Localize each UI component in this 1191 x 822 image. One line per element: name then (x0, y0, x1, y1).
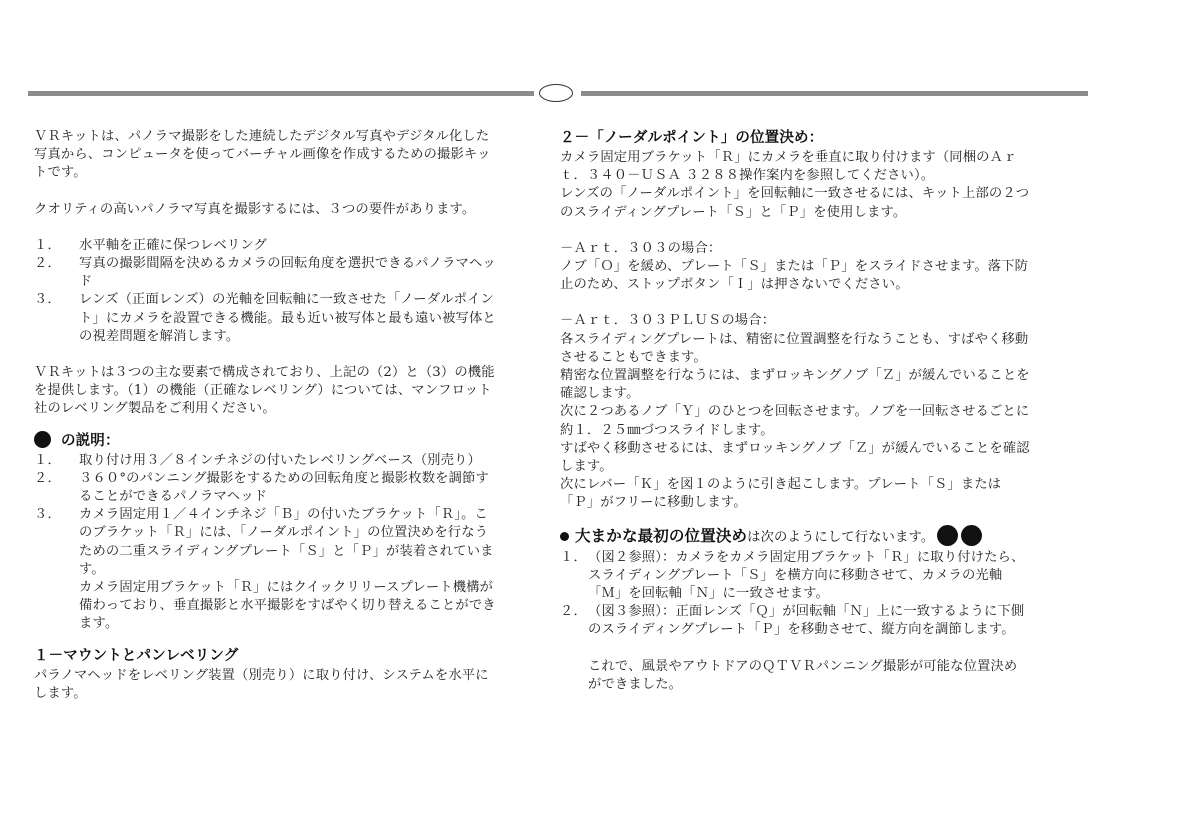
header-rule-right (581, 91, 1088, 96)
rough-positioning-heading: 大まかな最初の位置決めは次のようにして行ないます。 (560, 525, 1030, 548)
art303plus-paragraph-3: 次に２つあるノブ「Ｙ」のひとつを回転させます。ノブを一回転させるごとに約１．２５㎜づつスライドします。 (560, 404, 1030, 438)
art303plus-heading: －Ａｒｔ．３０３ＰＬＵＳの場合： (560, 313, 776, 329)
list-item: ２． ３６０°のパンニング撮影をするための回転角度と撮影枚数を調節することができるパノラマヘッド (34, 470, 489, 505)
list-item: １． 取り付け用３／８インチネジの付いたレベリングベース（別売り） (34, 452, 481, 468)
list-item: ３． レンズ（正面レンズ）の光軸を回転軸に一致させた「ノーダルポイント」にカメラを設置できる機能。最も近い被写体と最も遠い被写体との視差問題を解消します。 (34, 292, 496, 344)
list-item: ３． カメラ固定用１／４インチネジ「Ｂ」の付いたブラケット「Ｒ」。このブラケット「Ｒ」には、「ノーダルポイント」の位置決めを行なうための二重スライディングプレート「Ｓ」と「Ｐ」が装着されています。 (34, 507, 494, 577)
art303plus-paragraph-1: 各スライディングプレートは、精密に位置調整を行なうことも、すばやく移動させることもできます。 (560, 331, 1029, 365)
black-dot-icon (34, 431, 51, 448)
art303plus-paragraph-5: 次にレバー「Ｋ」を図１のように引き起こします。プレート「Ｓ」または「Ｐ」がフリーに移動します。 (560, 477, 1002, 511)
components-list (34, 452, 496, 634)
page-number-oval (539, 84, 573, 102)
list-item: １． 水平軸を正確に保つレベリング (34, 237, 267, 253)
list-item: ２． 写真の撮影間隔を決めるカメラの回転角度を選択できるパノラマヘッド (34, 256, 496, 290)
black-dot-icon (937, 525, 958, 546)
intro-paragraph-2: クオリティの高いパノラマ写真を撮影するには、３つの要件があります。 (34, 201, 476, 217)
rough-steps-list (560, 549, 1030, 640)
intro-paragraph-1: ＶＲキットは、パノラマ撮影をした連続したデジタル写真やデジタル化した写真から、コンピュータを使ってバーチャル画像を作成するための撮影キットです。 (34, 129, 491, 181)
component-3-extra: カメラ固定用ブラケット「Ｒ」にはクイックリリースプレート機構が備わっており、垂直撮影と水平撮影をすばやく切り替えることができます。 (79, 580, 496, 632)
left-column (34, 128, 496, 703)
section-2-paragraph-1: カメラ固定用ブラケット「Ｒ」にカメラを垂直に取り付けます（同梱のＡｒｔ．３４０－ＵＳＡ ３２８８操作案内を参照してください）。 (560, 150, 1017, 184)
header-rule-left (28, 91, 534, 96)
black-dot-icon (961, 525, 982, 546)
right-column (560, 128, 1030, 694)
list-item: １． （図２参照）：カメラをカメラ固定用ブラケット「Ｒ」に取り付けたら、スライディングプレート「Ｓ」を横方向に移動させて、カメラの光軸「Ｍ」を回転軸「Ｎ」に一致させます。 (560, 549, 1025, 602)
art303-heading: －Ａｒｔ．３０３の場合： (560, 240, 722, 256)
section-2-heading: ２－「ノーダルポイント」の位置決め： (560, 130, 824, 146)
intro-paragraph-3: ＶＲキットは３つの主な要素で構成されており、上記の（2）と（3）の機能を提供します。（1）の機能（正確なレベリング）については、マンフロット社のレベリング製品をご利用ください。 (34, 365, 495, 417)
section-1-text: パラノマヘッドをレベリング装置（別売り）に取り付け、システムを水平にします。 (34, 667, 489, 701)
section-1-heading: １－マウントとパンレベリング (34, 647, 239, 664)
art303plus-paragraph-4: すばやく移動させるには、まずロッキングノブ「Ｚ」が緩んでいることを確認します。 (560, 440, 1030, 475)
description-heading: の説明： (34, 431, 496, 451)
list-item: ２． （図３参照）：正面レンズ「Ｑ」が回転軸「Ｎ」上に一致するように下側のスライディングプレート「Ｐ」を移動させて、縦方向を調節します。 (560, 604, 1025, 638)
bullet-icon (560, 532, 569, 541)
requirements-list (34, 237, 496, 346)
section-2-paragraph-2: レンズの「ノーダルポイント」を回転軸に一致させるには、キット上部の２つのスライディングプレート「Ｓ」と「Ｐ」を使用します。 (560, 186, 1030, 220)
art303-text: ノブ「Ｏ」を緩め、プレート「Ｓ」または「Ｐ」をスライドさせます。落下防止のため、ストップボタン「Ｉ」は押さないでください。 (560, 259, 1029, 293)
art303plus-paragraph-2: 精密な位置調整を行なうには、まずロッキングノブ「Ｚ」が緩んでいることを確認します。 (560, 368, 1030, 402)
closing-text: これで、風景やアウトドアのＱＴＶＲパンニング撮影が可能な位置決めができました。 (588, 658, 1018, 692)
